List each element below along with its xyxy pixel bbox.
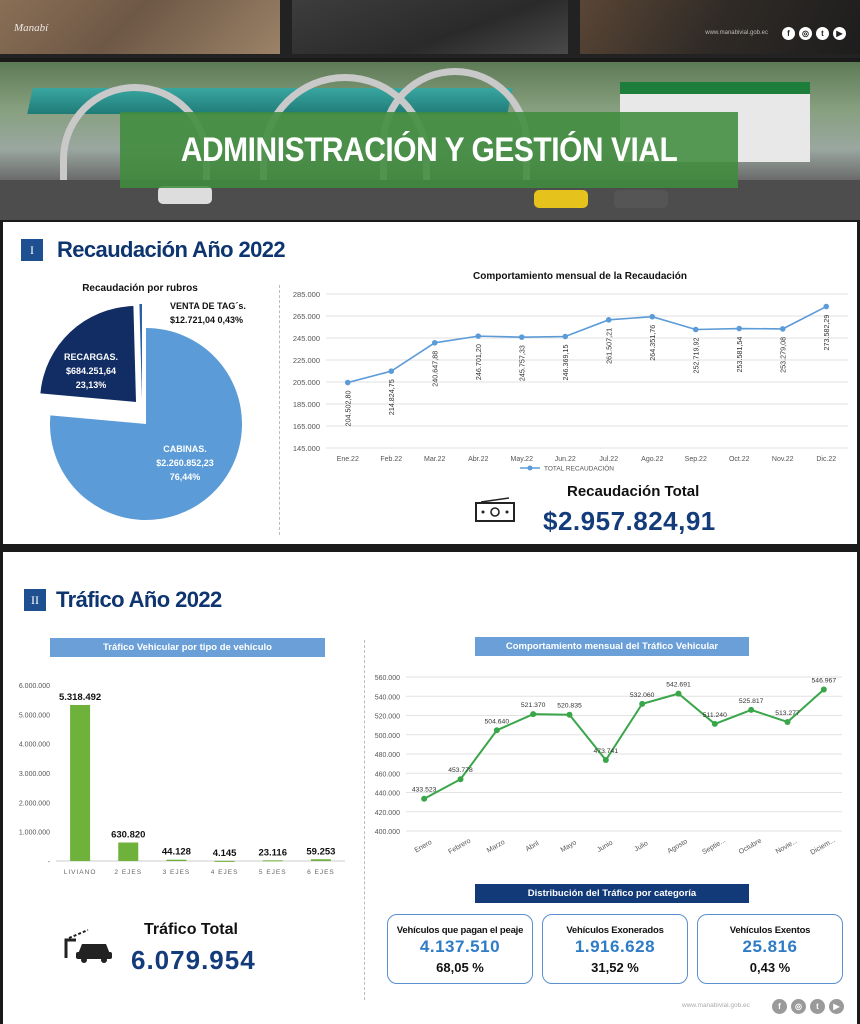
x-tick-label: Feb.22 (380, 456, 403, 463)
section2-title: Tráfico Año 2022 (56, 587, 222, 612)
pie-label-cabinas-value: $2.260.852,23 (156, 458, 214, 468)
youtube-icon[interactable]: ▶ (829, 999, 844, 1014)
category-exonerated-pct: 31,52 % (591, 960, 639, 975)
data-point (494, 727, 500, 733)
y-tick-label: 225.000 (292, 356, 320, 365)
y-tick-label: 420.000 (374, 809, 400, 817)
x-tick-label: 2 EJES (114, 869, 143, 876)
y-tick-label: 4.000.000 (18, 741, 50, 749)
x-tick-label: Mayo (559, 839, 578, 855)
revenue-total-label: Recaudación Total (567, 483, 700, 500)
y-tick-label: 2.000.000 (18, 800, 50, 808)
data-label: 473.741 (593, 748, 619, 756)
pie-label-cabinas-pct: 76,44% (169, 472, 201, 482)
data-label: 513.277 (775, 709, 800, 717)
x-tick-label: Junio (596, 839, 615, 854)
y-tick-label: 165.000 (292, 422, 320, 431)
x-tick-label: Abril (524, 840, 541, 854)
data-label: 520.835 (557, 702, 582, 710)
x-tick-label: Marzo (485, 838, 507, 855)
data-label: 532.060 (629, 691, 655, 699)
data-label: 525.817 (738, 697, 764, 705)
x-tick-label: Nov.22 (771, 456, 794, 463)
pie-title: Recaudación por rubros (82, 283, 198, 294)
pie-label-recargas-value: $684.251,64 (65, 366, 117, 376)
y-tick-label: 285.000 (292, 290, 320, 299)
pie-label-recargas-name: RECARGAS. (63, 352, 118, 362)
data-label: 246.369,15 (561, 344, 571, 381)
y-tick-label: 3.000.000 (18, 771, 50, 778)
x-tick-label: LIVIANO (63, 869, 97, 876)
x-tick-label: Septie... (701, 837, 727, 857)
top-url: www.manabivial.gob.ec (705, 30, 768, 36)
data-label: 546.967 (811, 677, 837, 685)
car-toll-icon (62, 928, 116, 971)
section2-number: II (24, 589, 46, 611)
x-tick-label: Dic.22 (816, 456, 837, 463)
traffic-line-title: Comportamiento mensual del Tráfico Vehicular (475, 637, 749, 656)
data-label: 504.640 (484, 718, 510, 726)
data-point (530, 711, 536, 717)
category-exempt-pct: 0,43 % (749, 960, 791, 975)
x-tick-label: Sep.22 (684, 456, 707, 463)
traffic-total-value: 6.079.954 (131, 945, 256, 975)
x-tick-label: Jul.22 (599, 456, 619, 463)
x-tick-label: 5 EJES (258, 869, 287, 876)
y-tick-label: 245.000 (292, 334, 320, 343)
data-label: 252.719,92 (691, 337, 701, 374)
category-exonerated-name: Vehículos Exonerados (566, 925, 664, 936)
y-tick-label: 6.000.000 (18, 683, 50, 690)
x-tick-label: 6 EJES (307, 869, 335, 876)
pie-label-tags-value: $12.721,04 0,43% (170, 315, 244, 325)
category-paying-name: Vehículos que pagan el peaje (396, 925, 524, 936)
data-point (821, 687, 827, 693)
data-label: 433.523 (411, 786, 437, 794)
data-label: 59.253 (306, 846, 336, 858)
revenue-line-title: Comportamiento mensual de la Recaudación (473, 271, 687, 282)
y-tick-label: 500.000 (374, 732, 400, 740)
x-tick-label: Mar.22 (424, 456, 446, 463)
y-tick-label: 205.000 (292, 378, 320, 387)
legend-label: TOTAL RECAUDACIÓN (544, 465, 614, 473)
data-label: 264.351,76 (648, 324, 658, 361)
y-tick-label: 520.000 (374, 713, 400, 721)
section1-title: Recaudación Año 2022 (57, 237, 286, 262)
x-tick-label: 4 EJES (210, 869, 239, 876)
data-label: 630.820 (111, 829, 146, 841)
data-label: 44.128 (161, 846, 191, 858)
x-tick-label: Abr.22 (468, 456, 489, 463)
y-tick-label: 560.000 (374, 675, 400, 682)
y-tick-label: 540.000 (374, 694, 400, 702)
series-line (424, 690, 824, 799)
data-point (748, 707, 754, 713)
data-point (421, 796, 427, 802)
data-label: 521.370 (520, 702, 546, 710)
section1-number: I (21, 239, 43, 261)
x-tick-label: Febrero (447, 837, 473, 856)
footer-url: www.manabivial.gob.ec (682, 1002, 750, 1009)
category-paying (387, 914, 533, 984)
x-tick-label: Jun.22 (554, 456, 576, 463)
x-tick-label: Oct.22 (728, 456, 750, 463)
data-point (639, 701, 645, 707)
youtube-icon[interactable]: ▶ (833, 27, 846, 40)
data-label: 204.502,80 (343, 390, 353, 427)
y-tick-label: 460.000 (374, 771, 400, 779)
data-label: 214.824,75 (387, 379, 397, 416)
category-exonerated (542, 914, 688, 984)
category-paying-pct: 68,05 % (436, 960, 484, 975)
traffic-total-label: Tráfico Total (144, 921, 238, 938)
x-tick-label: Octubre (737, 837, 763, 856)
y-tick-label: 440.000 (374, 790, 400, 798)
category-exempt (697, 914, 843, 984)
category-exonerated-value: 1.916.628 (574, 937, 656, 956)
x-tick-label: Diciem... (809, 836, 837, 857)
pie-label-recargas-pct: 23,13% (75, 380, 107, 390)
y-tick-label: 480.000 (374, 752, 400, 759)
y-tick-label: 145.000 (292, 444, 320, 453)
y-tick-label: 185.000 (292, 400, 320, 409)
twitter-icon[interactable]: t (816, 27, 829, 40)
data-point (676, 691, 682, 697)
social-icons-bottom (772, 999, 844, 1014)
y-tick-label: 265.000 (292, 312, 320, 321)
data-label: 453.778 (448, 767, 473, 775)
manabi-logo: Manabí (14, 22, 49, 34)
banner-title: ADMINISTRACIÓN Y GESTIÓN VIAL (180, 130, 678, 169)
x-tick-label: Julio (633, 840, 650, 854)
x-tick-label: Enero (413, 838, 434, 855)
y-tick-label: 1.000.000 (18, 829, 50, 837)
revenue-total-value: $2.957.824,91 (543, 506, 716, 536)
category-exempt-value: 25.816 (742, 937, 798, 956)
data-label: 4.145 (212, 847, 237, 859)
twitter-icon[interactable]: t (810, 999, 825, 1014)
data-point (603, 757, 609, 763)
x-tick-label: Ene.22 (336, 456, 359, 463)
traffic-bar-title: Tráfico Vehicular por tipo de vehículo (50, 638, 325, 657)
distribution-title: Distribución del Tráfico por categoría (475, 884, 749, 903)
data-label: 542.691 (666, 681, 691, 689)
data-label: 253.581,54 (735, 336, 745, 373)
y-tick-label: - (47, 859, 50, 866)
data-label: 261.507,21 (604, 327, 614, 364)
facebook-icon[interactable]: f (782, 27, 795, 40)
y-tick-label: 5.000.000 (18, 712, 50, 720)
data-label: 253.279,08 (778, 336, 788, 373)
data-label: 245.757,33 (517, 345, 527, 382)
instagram-icon[interactable]: ◎ (791, 999, 806, 1014)
data-label: 240.647,88 (430, 350, 440, 387)
x-tick-label: Novie... (774, 837, 799, 856)
pie-label-cabinas-name: CABINAS. (163, 444, 207, 454)
category-exempt-name: Vehículos Exentos (729, 925, 811, 936)
data-label: 273.582,29 (822, 314, 832, 351)
instagram-icon[interactable]: ◎ (799, 27, 812, 40)
data-point (458, 776, 464, 782)
data-point (712, 721, 718, 727)
data-label: 5.318.492 (58, 691, 102, 703)
x-tick-label: Agosto (666, 838, 689, 856)
data-point (785, 719, 791, 725)
pie-label-tags-name: VENTA DE TAG´s. (170, 301, 246, 311)
facebook-icon[interactable]: f (772, 999, 787, 1014)
x-tick-label: Ago.22 (641, 456, 664, 463)
data-label: 246.701,20 (474, 344, 484, 381)
data-label: 23.116 (258, 847, 288, 859)
x-tick-label: May.22 (510, 456, 533, 463)
x-tick-label: 3 EJES (162, 869, 191, 876)
data-label: 511.240 (702, 711, 727, 719)
data-point (567, 712, 573, 718)
y-tick-label: 400.000 (374, 829, 400, 836)
category-paying-value: 4.137.510 (419, 937, 501, 956)
